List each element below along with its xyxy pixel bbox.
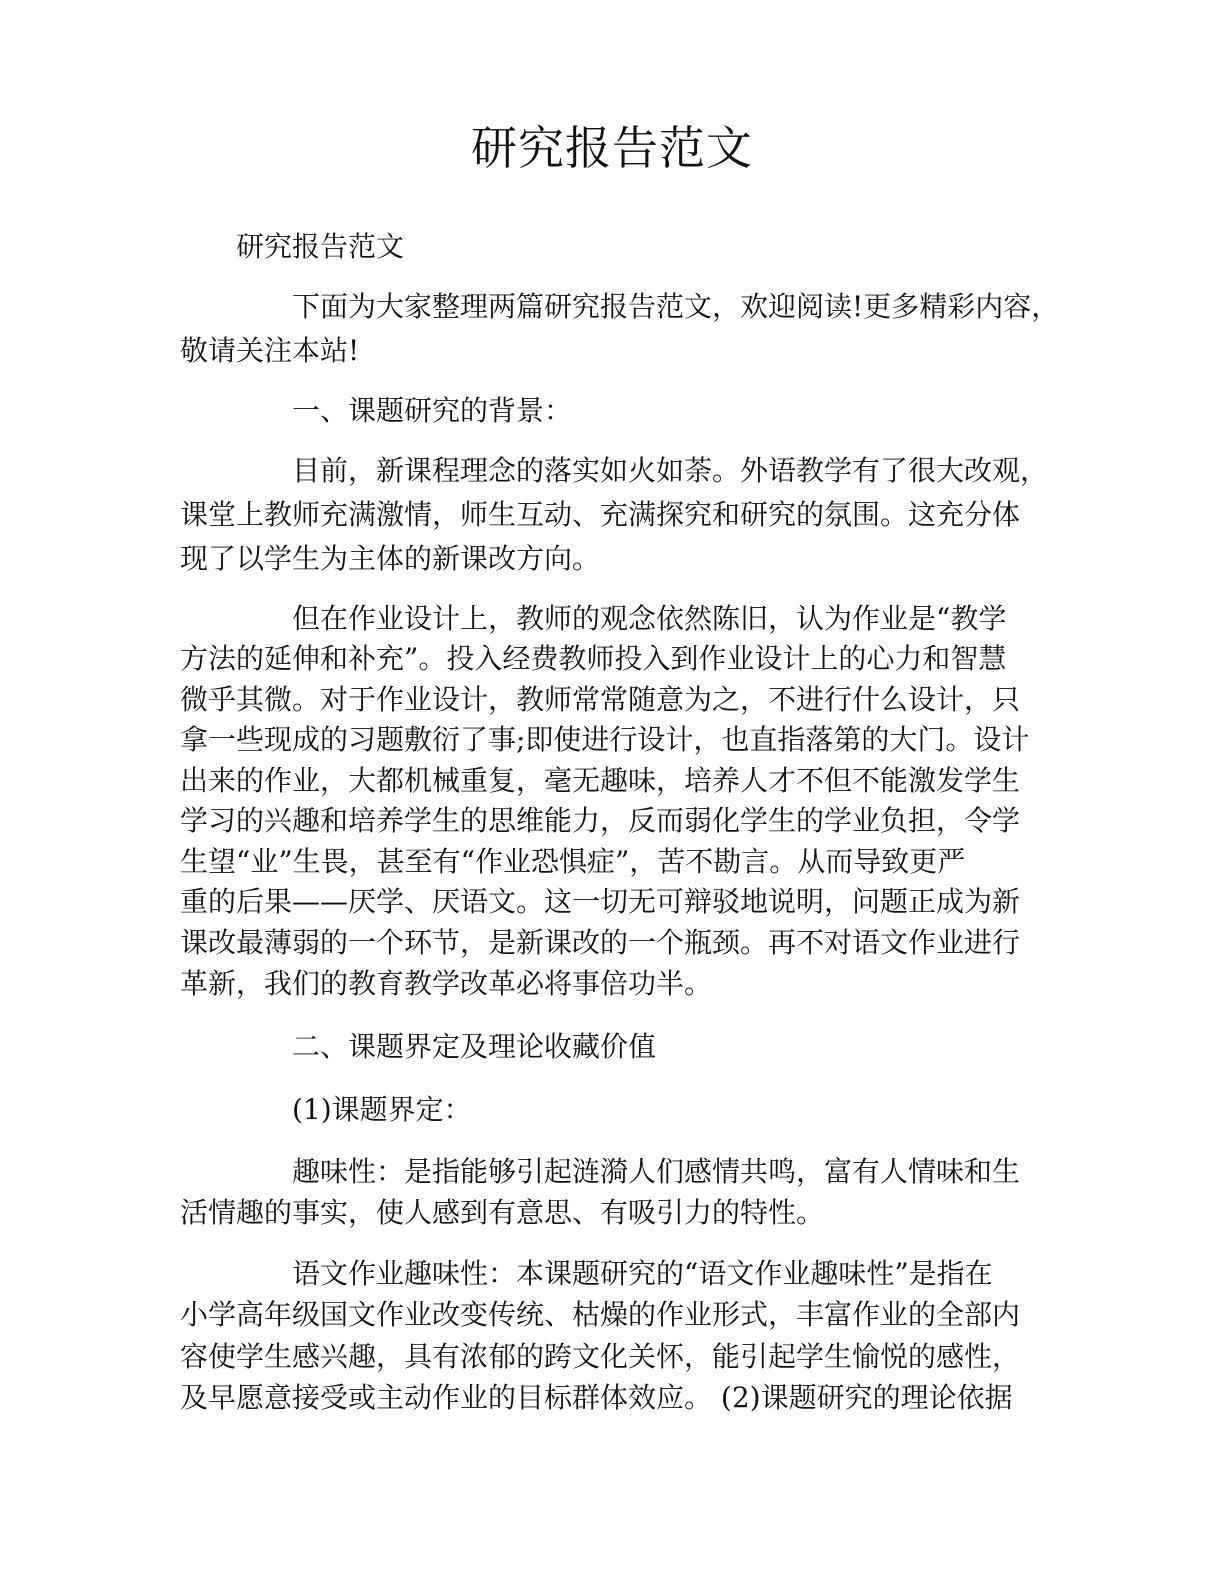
para-2-line-8: 重的后果——厌学、厌语文。这一切无可辩驳地说明，问题正成为新: [180, 885, 1021, 918]
intro-line-2: 敬请关注本站!: [180, 334, 360, 367]
para-3-line-1: 趣味性：是指能够引起涟漪人们感情共鸣，富有人情味和生: [292, 1155, 1021, 1188]
para-3-line-2: 活情趣的事实，使人感到有意思、有吸引力的特性。: [180, 1196, 825, 1229]
para-2-line-7: 生望“业”生畏，甚至有“作业恐惧症”，苦不勘言。从而导致更严: [180, 845, 966, 878]
para-2-line-4: 拿一些现成的习题敷衍了事;即使进行设计，也直指落第的大门。设计: [180, 723, 1030, 756]
section-1-heading: 一、课题研究的背景：: [292, 394, 573, 427]
para-2-line-10: 革新，我们的教育教学改革必将事倍功半。: [180, 967, 713, 1000]
para-1-line-1: 目前，新课程理念的落实如火如荼。外语教学有了很大改观，: [292, 454, 1049, 487]
para-1-line-2: 课堂上教师充满激情，师生互动、充满探究和研究的氛围。这充分体: [180, 498, 1021, 531]
section-2-heading: 二、课题界定及理论收藏价值: [292, 1030, 657, 1063]
document-title: 研究报告范文: [471, 121, 753, 175]
para-2-line-9: 课改最薄弱的一个环节，是新课改的一个瓶颈。再不对语文作业进行: [180, 926, 1021, 959]
para-4-line-1: 语文作业趣味性：本课题研究的“语文作业趣味性”是指在: [292, 1257, 993, 1290]
intro-line-1: 下面为大家整理两篇研究报告范文，欢迎阅读!更多精彩内容，: [292, 290, 1060, 323]
document-subtitle: 研究报告范文: [236, 230, 405, 263]
para-1-line-3: 现了以学生为主体的新课改方向。: [180, 542, 601, 575]
para-2-line-6: 学习的兴趣和培养学生的思维能力，反而弱化学生的学业负担，令学: [180, 804, 1021, 837]
para-4-line-3: 容使学生感兴趣，具有浓郁的跨文化关怀，能引起学生愉悦的感性，: [180, 1340, 1021, 1373]
para-4-line-2: 小学高年级国文作业改变传统、枯燥的作业形式，丰富作业的全部内: [180, 1298, 1021, 1331]
para-4-line-4: 及早愿意接受或主动作业的目标群体效应。 (2)课题研究的理论依据: [180, 1381, 1013, 1414]
para-2-line-2: 方法的延伸和补充”。投入经费教师投入到作业设计上的心力和智慧: [180, 642, 1007, 675]
subsection-1-heading: (1)课题界定：: [292, 1093, 472, 1126]
para-2-line-1: 但在作业设计上，教师的观念依然陈旧，认为作业是“教学: [292, 602, 1007, 635]
para-2-line-5: 出来的作业，大都机械重复，毫无趣味，培养人才不但不能激发学生: [180, 764, 1021, 797]
para-2-line-3: 微乎其微。对于作业设计，教师常常随意为之，不进行什么设计，只: [180, 683, 1021, 716]
